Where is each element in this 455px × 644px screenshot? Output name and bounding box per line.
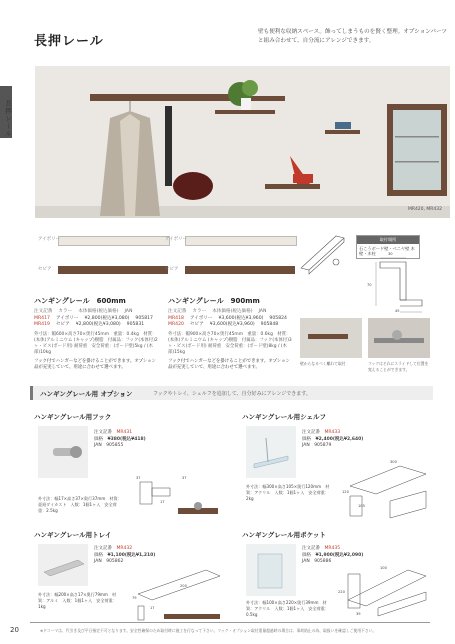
- rail-perspective-drawing: [296, 228, 352, 280]
- hero-caption: MR420, MR432: [407, 207, 442, 212]
- price-label: 価格: [94, 436, 103, 442]
- row-color: アイボリー: [189, 315, 213, 321]
- install-location-text: 石こうボード壁・ベニヤ壁 木壁・木柱: [359, 246, 415, 256]
- install-caption-left: 壁からなるべく離れて取付: [300, 361, 346, 366]
- install-location-heading: 取付場所: [357, 236, 419, 244]
- footer-divider: [30, 622, 430, 623]
- option-shelf-photo: [246, 426, 296, 478]
- price-value: ¥2,400(税込¥2,640): [315, 436, 364, 442]
- hook-dim-b: 17: [160, 500, 165, 504]
- product-600-spec: 外寸法：幅600×高さ70×奥行45mm 重量：0.4kg 材質：(本体)アルミニウム (キャップ)樹脂 付属品：フック(本体付)2ヶ・ビス(ボード用) 耐荷重 安全荷重：(ボード壁)5kg / (木部)10kg: [34, 331, 158, 355]
- code-label: 注文記番: [94, 430, 112, 435]
- option-shelf-jan: JAN 905879: [302, 443, 332, 448]
- product-900-title: ハンギングレール 900mm: [168, 297, 260, 305]
- option-shelf-spec: 外寸法：幅300×高さ105×奥行120mm 材質：アクリル 入数：1個1ヶ入 安全荷重：2kg: [246, 484, 330, 501]
- sample-sepia-swatch: [58, 266, 168, 274]
- code-value: MR433: [324, 430, 341, 435]
- option-hook-title: ハンギングレール用フック: [34, 413, 112, 421]
- tray-illustration: [38, 544, 88, 586]
- row-price: ¥3,600(税込¥3,960): [218, 315, 264, 321]
- product-600-note: フック付でハンガーなどを掛けることができます。オプション品が充実していて、用途に合わせて選べます。: [34, 358, 156, 370]
- hero-illustration: [35, 66, 450, 218]
- table-row: [168, 322, 294, 329]
- pocket-dim-a: 100: [380, 566, 387, 570]
- sample-sepia-label: セピア: [38, 267, 52, 272]
- row-price: ¥2,800(税込¥3,080): [75, 322, 121, 327]
- sample-ivory-900: [165, 236, 297, 246]
- rail-section-drawing: [370, 256, 442, 318]
- product-900-spec: 外寸法：幅900×高さ70×奥行45mm 重量：0.6kg 材質：(本体)アルミニウム (キャップ)樹脂 付属品：フック(本体付)3ヶ・ビス(ボード用) 耐荷重 安全荷重：(ボード壁)8kg / (木部)15kg: [168, 331, 292, 355]
- install-caption-right: フックはそれにスライドして位置を変えることができます。: [368, 361, 429, 372]
- option-tray-photo: [38, 544, 88, 586]
- option-hook-jan: JAN 905855: [94, 443, 124, 448]
- row-color: セピア: [55, 322, 70, 327]
- product-900: [168, 296, 294, 371]
- option-shelf-title: ハンギングレール用シェルフ: [242, 413, 327, 421]
- install-photo-right: [368, 318, 430, 358]
- row-price: ¥2,800(税込¥3,080): [84, 315, 130, 321]
- product-900-note: フック付でハンガーなどを掛けることができます。オプション品が充実していて、用途に合わせて選べます。: [168, 358, 290, 370]
- hook-illustration: [38, 426, 88, 478]
- shelf-dimension-drawing: [340, 456, 436, 524]
- code-label: 注文記番: [302, 430, 320, 435]
- option-pocket-photo: [246, 544, 296, 596]
- row-code: MR419: [34, 322, 50, 327]
- tray-dim-c: 17: [150, 606, 155, 610]
- price-value: ¥1,900(税込¥2,090): [315, 552, 364, 558]
- side-tab-label: 長押レール: [4, 100, 12, 138]
- rail-dim-depth: 45: [395, 309, 400, 313]
- product-900-table: [168, 309, 294, 329]
- header-price: 本体価格(税込価格): [212, 309, 253, 314]
- sample-sepia-900-swatch: [185, 266, 295, 274]
- row-jan: 905824: [269, 315, 287, 321]
- row-price: ¥3,600(税込¥3,960): [209, 322, 255, 327]
- sample-sepia-900-label: セピア: [165, 267, 179, 272]
- hook-dim-a: 37: [136, 476, 141, 480]
- product-600-table: [34, 309, 160, 329]
- row-jan: 905831: [126, 322, 145, 327]
- intro-text: 壁も便利な収納スペース。飾ってしまうものを賢く整理。オプションパーツと組み合わせて、自分流にアレンジできます。: [258, 29, 447, 44]
- option-hook: [34, 412, 234, 421]
- shelf-dim-c: 300: [390, 460, 397, 464]
- price-value: ¥1,100(税込¥1,210): [107, 552, 156, 558]
- row-code: MR418: [168, 315, 184, 321]
- code-value: MR432: [116, 546, 133, 551]
- option-pocket-jan: JAN 905886: [302, 559, 332, 564]
- rail-dim-height: 70: [367, 283, 372, 287]
- option-hook-photo: [38, 426, 88, 478]
- price-value: ¥380(税込¥418): [107, 436, 146, 442]
- code-label: 注文記番: [94, 546, 112, 551]
- code-value: MR431: [116, 430, 133, 435]
- install-photo-left-rail: [308, 334, 348, 339]
- option-pocket-spec: 外寸法：幅100×高さ220×奥行39mm 材質：アクリル 入数：1個1ヶ入 安全荷重：0.5kg: [246, 600, 329, 617]
- option-tray: [34, 530, 234, 539]
- row-code: MR417: [34, 315, 50, 321]
- option-tray-title: ハンギングレール用トレイ: [34, 531, 112, 539]
- hook-dim-c: 37: [182, 476, 187, 480]
- row-jan: 905817: [135, 315, 153, 321]
- code-label: 注文記番: [302, 546, 320, 551]
- footer-note: ※ドコーマは、代引き及び平日指定不可となります。安全性確保のため取付時に施工を行なって下さい。フック・オプション取付重量超過時の場合は、事故防止の為、取扱いを確認しご使用下さい。: [40, 628, 377, 633]
- pocket-dim-c: 39: [356, 612, 361, 616]
- shelf-dim-a: 120: [342, 490, 349, 494]
- rail-dim-top: 30: [388, 252, 393, 256]
- sample-ivory-swatch: [58, 236, 170, 246]
- header-code: 注文記番: [34, 309, 53, 314]
- option-shelf-info: [302, 430, 432, 450]
- pocket-dimension-drawing: [338, 560, 436, 624]
- hook-dimension-drawing: [130, 470, 225, 525]
- header-price: 本体価格(税込価格): [78, 309, 119, 314]
- row-jan: 905848: [260, 322, 279, 327]
- table-row: [34, 322, 160, 329]
- sample-ivory-900-swatch: [185, 236, 297, 246]
- row-code: MR420: [168, 322, 184, 327]
- code-value: MR435: [324, 546, 341, 551]
- sample-ivory-900-label: アイボリー: [165, 237, 188, 242]
- row-color: セピア: [189, 322, 204, 327]
- options-section-title: ハンギングレール用 オプション: [40, 390, 133, 398]
- option-hook-spec: 外寸法：幅17×高さ37×奥行37mm 材質：亜鉛ダイカスト 入数：1個1ヶ入 安全荷重：2.5kg: [38, 496, 122, 513]
- row-color: アイボリー: [55, 315, 79, 321]
- option-hook-info: [94, 430, 224, 450]
- header-jan: JAN: [258, 309, 267, 314]
- sample-ivory-label: アイボリー: [38, 237, 61, 242]
- tray-dim-a: 200: [180, 584, 187, 588]
- tray-dimension-drawing: [128, 560, 228, 624]
- header-code: 注文記番: [168, 309, 187, 314]
- install-photo-left: [300, 318, 362, 358]
- header-jan: JAN: [124, 309, 133, 314]
- hero-photo: [35, 66, 450, 218]
- page-title: 長押レール: [34, 34, 104, 49]
- price-label: 価格: [302, 552, 311, 558]
- pocket-dim-b: 220: [338, 590, 345, 594]
- option-pocket: [242, 530, 442, 539]
- sample-sepia: [38, 266, 168, 274]
- header-color: カラー: [58, 309, 73, 314]
- sample-ivory: [38, 236, 170, 246]
- pocket-illustration: [246, 544, 296, 596]
- shelf-illustration: [246, 426, 296, 478]
- option-pocket-title: ハンギングレール用ポケット: [242, 531, 326, 539]
- header-color: カラー: [192, 309, 207, 314]
- product-600: [34, 296, 160, 371]
- tray-dim-b: 79: [132, 596, 137, 600]
- product-600-title: ハンギングレール 600mm: [34, 297, 126, 305]
- options-section-subtitle: フックやトレイ、シェルフを追加して、自分好みにアレンジできます。: [153, 391, 311, 397]
- option-tray-jan: JAN 905862: [94, 559, 124, 564]
- option-tray-spec: 外寸法：幅200×高さ17×奥行79mm 材質：アルミ 入数：1個1ヶ入 安全荷重：1kg: [38, 592, 117, 609]
- sample-sepia-900: [165, 266, 295, 274]
- shelf-dim-b: 105: [358, 504, 365, 508]
- price-label: 価格: [94, 552, 103, 558]
- page-number: 20: [10, 626, 19, 634]
- price-label: 価格: [302, 436, 311, 442]
- option-shelf: [242, 412, 442, 421]
- install-photo-right-hook: [392, 330, 402, 340]
